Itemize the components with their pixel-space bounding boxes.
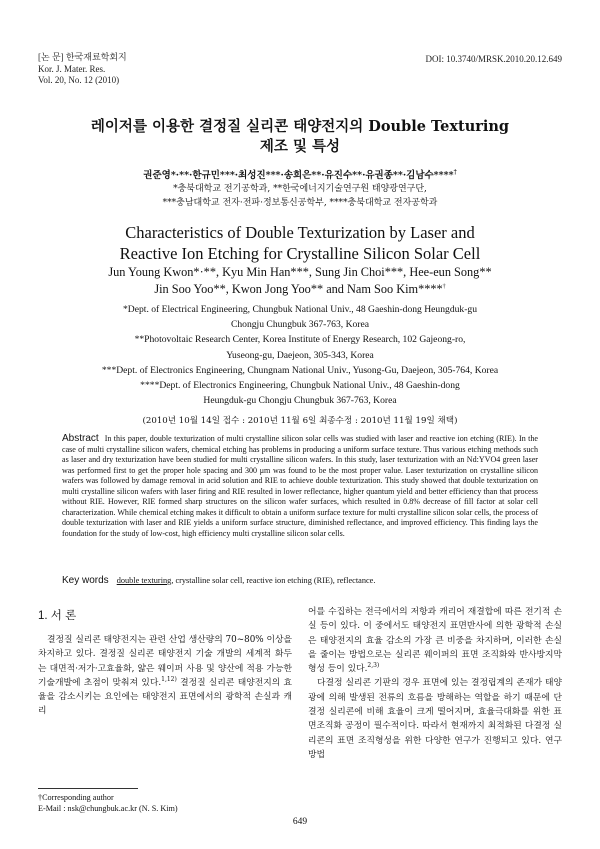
- journal-name-kr: [논 문] 한국재료학회지: [38, 52, 127, 62]
- affiliations-korean: [40, 182, 560, 210]
- title-korean-line1: 레이저를 이용한 결정질 실리콘 태양전지의 Double Texturing: [90, 118, 510, 135]
- title-korean-line2: 제조 및 특성: [259, 138, 341, 155]
- section-title-introduction: 1. 서 론: [38, 610, 77, 622]
- citation-2: 2,3): [367, 662, 380, 670]
- affiliation-2b: Yuseong-gu, Daejeon, 305-343, Korea: [226, 349, 374, 361]
- affiliations-english: [20, 302, 580, 408]
- authors-english-line2-wrap: [20, 281, 580, 298]
- footnote-email: E-Mail : nsk@chungbuk.ac.kr (N. S. Kim): [38, 804, 178, 813]
- authors-english-line1: Jun Young Kwon*·**, Kyu Min Han***, Sung Jin Choi***, Hee-eun Song**: [108, 265, 492, 279]
- footnote-corresponding: †Corresponding author: [38, 793, 114, 802]
- affiliation-4: ****Dept. of Electronics Engineering, Chungbuk National Univ., 48 Gaeshin-dong: [140, 380, 460, 392]
- doi: DOI: 10.3740/MRSK.2010.20.12.649: [425, 54, 562, 64]
- affiliation-kr-line2: ***충남대학교 전자·전파·정보통신공학부, ****충북대학교 전자공학과: [162, 198, 438, 208]
- authors-korean-names: 권준영*·**·한규민***·최성진***·송희은**·유진수**·유권종**·김남수****: [143, 170, 454, 181]
- corresponding-mark: †: [453, 168, 457, 176]
- intro-text-2: 결정질 실리콘 태양전지의 효율을 감소시키는 요인에는 태양전지 표면에서의 광학적 손실과 캐리: [38, 677, 292, 717]
- intro-right-p1: 어를 수집하는 전극에서의 저항과 캐리어 재결합에 따른 전기적 손실 등이 있다. 이 중에서도 태양전지 표면반사에 의한 광학적 손실은 태양전지의 효율 감소의 가장 큰 비중을 차지하며, 이러한 손실을 줄이는 방법으로는 실리콘 웨이퍼의 표면 조직화와 반사방지막 형성 등이 있다.: [308, 607, 562, 675]
- intro-right-p2: 다결정 실리콘 기판의 경우 표면에 있는 결정립계의 존재가 태양광에 의해 발생된 전류의 흐름을 방해하는 역할을 하기 때문에 단결정 실리콘에 비해 효율이 크게 떨어지며, 효율극대화를 위한 표면조직화 공정이 필수적이다. 따라서 현재까지 최적화된 다결정 실리콘의 표면 조직형성을 위한 다양한 연구가 진행되고 있다. 연구방법: [308, 678, 562, 760]
- footnote: [38, 792, 178, 814]
- page-number: 649: [292, 817, 308, 827]
- keywords-rest: , crystalline solar cell, reactive ion etching (RIE), reflectance.: [171, 576, 376, 585]
- affiliation-4b: Heungduk-gu Chongju Chungbuk 367-763, Korea: [203, 395, 397, 407]
- affiliation-1b: Chongju Chungbuk 367-763, Korea: [230, 319, 370, 331]
- journal-name-en: Kor. J. Mater. Res.: [38, 63, 106, 74]
- title-korean: [40, 117, 560, 157]
- title-english: [20, 222, 580, 264]
- abstract-text: In this paper, double texturization of multi crystalline silicon solar cells was studied with laser and reactive ion etching (RIE). In the case of multi crystalline silicon wafers, chemical etching has problems in producing a uniform surface texture. Thus various etching methods such as laser and dry texturization have been studied for multi crystalline silicon wafers. In this study, laser texturization with an Nd:YVO4 green laser was performed first to get the proper hole spacing and 300 μm was found to be the most proper value. Laser texturization on crystalline silicon wafers was followed by damage removal in acid solution and RIE to achieve double texturization. This study showed that double texturization on multi crystalline silicon wafers with laser firing and RIE resulted in lower reflectance, higher quantum yield and better efficiency than that process without RIE. However, RIE formed sharp structures on the silicon wafer surfaces, which resulted in 0.8% decrease of fill factor at solar cell characterization. While chemical etching makes it difficult to obtain a uniform surface texture for multi crystalline silicon solar cells, the process of double texturization with laser and RIE yields a uniform surface structure, diminished reflectance, and improved efficiency. This finding lays the foundation for the study of low-cost, high efficiency multi crystalline silicon solar cells.: [62, 434, 538, 538]
- keywords: [62, 575, 538, 586]
- abstract: [62, 434, 538, 539]
- affiliation-2: **Photovoltaic Research Center, Korea Institute of Energy Research, 102 Gajeong-ro,: [134, 334, 466, 346]
- keyword-first: double texturing: [116, 576, 172, 585]
- journal-header: [38, 52, 127, 87]
- body-column-left: [38, 633, 292, 719]
- intro-text-1: 결정질 실리콘 태양전지는 관련 산업 생산량의 70~80% 이상을 차지하고 있다. 결정질 실리콘 태양전지 기술 개발의 세계적 화두는 대면적·저가·고효율화, 얇은 웨이퍼 사용 및 양산에 적용 가능한 기술개발에 초점이 맞춰져 있다.: [38, 635, 292, 688]
- submission-dates: (2010년 10월 14일 접수 : 2010년 11월 6일 최종수정 : 2010년 11월 19일 채택): [142, 416, 458, 426]
- journal-volume: Vol. 20, No. 12 (2010): [38, 75, 120, 85]
- body-column-right: [308, 605, 562, 762]
- corresponding-mark-en: †: [442, 283, 446, 290]
- footnote-rule: [38, 788, 138, 789]
- affiliation-1: *Dept. of Electrical Engineering, Chungbuk National Univ., 48 Gaeshin-dong Heungduk-gu: [123, 304, 477, 315]
- keywords-label: Key words: [62, 575, 109, 586]
- affiliation-3: ***Dept. of Electronics Engineering, Chungnam National Univ., Yusong-Gu, Daejeon, 305-764, Korea: [101, 364, 499, 376]
- abstract-label: Abstract: [62, 433, 99, 444]
- title-english-line2: Reactive Ion Etching for Crystalline Silicon Solar Cell: [119, 244, 481, 263]
- authors-korean: [40, 167, 560, 181]
- affiliation-kr-line1: *충북대학교 전기공학과, **한국에너지기술연구원 태양광연구단,: [173, 184, 427, 194]
- title-english-line1: Characteristics of Double Texturization by Laser and: [125, 223, 475, 242]
- authors-english-line2: Jin Soo Yoo**, Kwon Jong Yoo** and Nam Soo Kim****: [154, 282, 443, 296]
- citation-1: 1,12): [161, 675, 177, 683]
- authors-english: [20, 264, 580, 298]
